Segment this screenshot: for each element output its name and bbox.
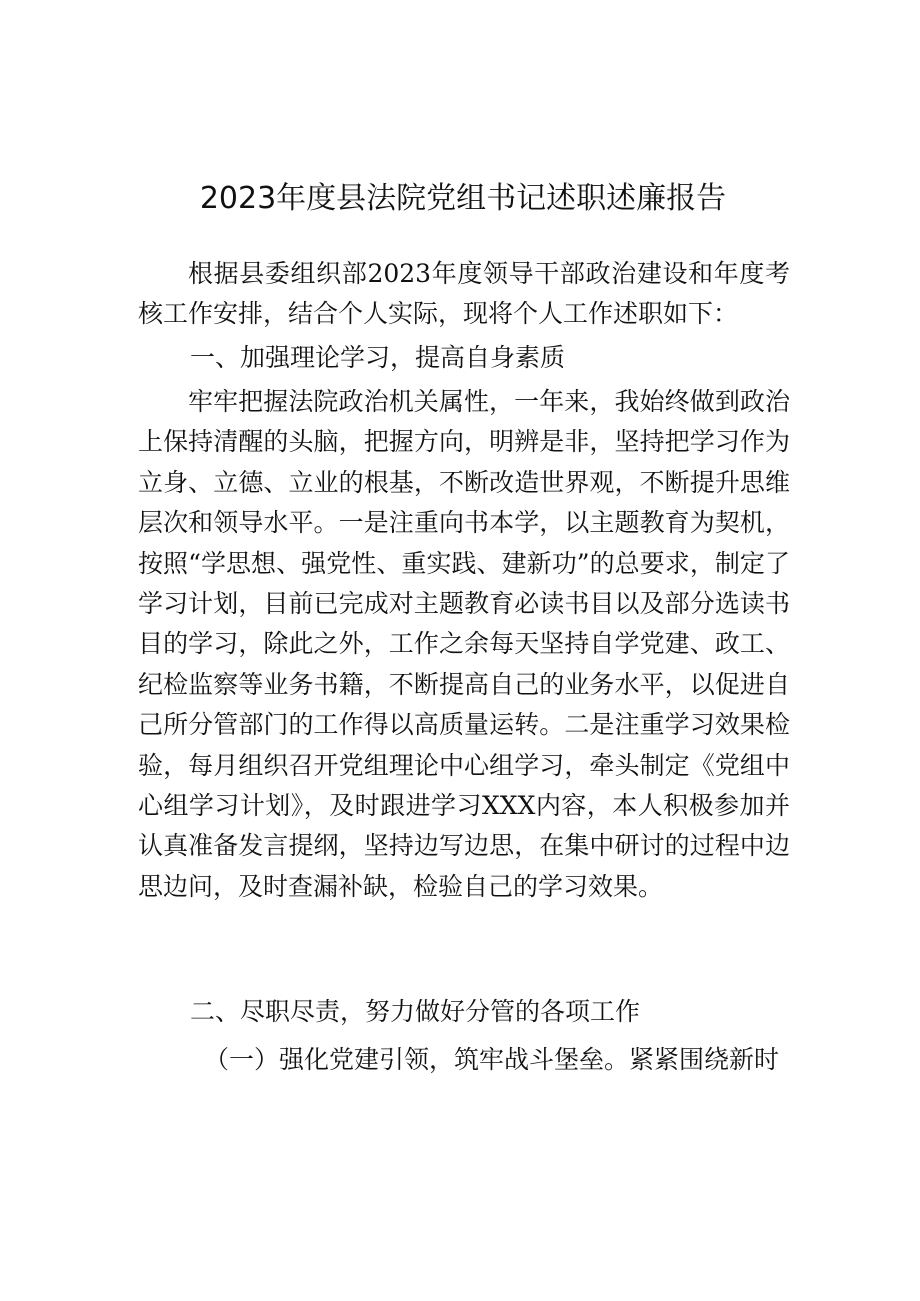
section-2-paragraph: （一）强化党建引领，筑牢战斗堡垒。紧紧围绕新时 xyxy=(204,1045,780,1074)
section-1-heading: 一、加强理论学习，提高自身素质 xyxy=(190,343,566,372)
document-title: 2023年度县法院党组书记述职述廉报告 xyxy=(199,181,727,216)
intro-paragraph: 根据县委组织部2023年度领导干部政治建设和年度考核工作安排，结合个人实际，现将个人工作述职如下： xyxy=(138,259,790,329)
section-2-heading: 二、尽职尽责，努力做好分管的各项工作 xyxy=(190,997,641,1026)
section-1-paragraph: 牢牢把握法院政治机关属性，一年来，我始终做到政治上保持清醒的头脑，把握方向，明辨是非，坚持把学习作为立身、立德、立业的根基，不断改造世界观，不断提升思维层次和领导水平。一是注重向书本学，以主题教育为契机，按照“学思想、强党性、重实践、建新功”的总要求，制定了学习计划，目前已完成对主题教育必读书目以及部分选读书目的学习，除此之外，工作之余每天坚持自学党建、政工、纪检监察等业务书籍，不断提高自己的业务水平，以促进自己所分管部门的工作得以高质量运转。二是注重学习效果检验，每月组织召开党组理论中心组学习，牵头制定《党组中心组学习计划》，及时跟进学习XXX内容，本人积极参加并认真准备发言提纲，坚持边写边思，在集中研讨的过程中边思边问，及时查漏补缺，检验自己的学习效果。 xyxy=(138,387,790,901)
